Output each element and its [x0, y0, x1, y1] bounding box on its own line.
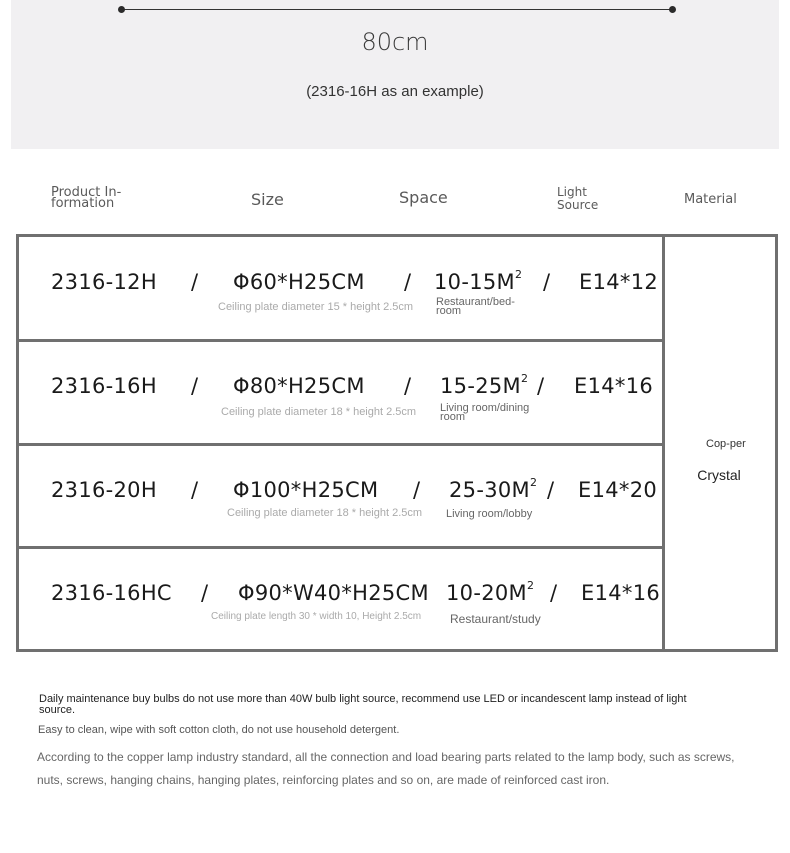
space-note: Living room/dining room — [440, 402, 530, 423]
model-number: 2316-16H — [51, 374, 157, 398]
area-value: $25-30M^2$ — [449, 476, 538, 502]
size-value: Φ60*H25CM — [233, 270, 365, 294]
separator: / — [550, 581, 558, 605]
model-number: 2316-20H — [51, 478, 157, 502]
table-row — [19, 445, 664, 549]
space-note: Living room/lobby — [446, 508, 533, 520]
size-note: Ceiling plate diameter 18 * height 2.5cm — [221, 406, 417, 418]
header-product: Product In-formation — [51, 185, 122, 211]
standard-note: According to the copper lamp industry standard, all the connection and load bearing parts related to the lamp body, such as screws, nuts, screws, hanging chains, hanging plates, reinforcing plates and so on, are made of reinforced cast iron. — [37, 750, 735, 787]
size-note: Ceiling plate diameter 15 * height 2.5cm — [218, 301, 414, 313]
separator: / — [413, 478, 421, 502]
dimension-right-endpoint — [669, 6, 676, 13]
area-value: $10-20M^2$ — [446, 579, 535, 605]
header-material: Material — [684, 192, 737, 207]
separator: / — [537, 374, 545, 398]
separator: / — [404, 374, 412, 398]
table-row — [19, 237, 664, 341]
size-value: Φ90*W40*H25CM — [238, 581, 429, 605]
separator: / — [543, 270, 551, 294]
dimension-line — [121, 9, 673, 10]
separator: / — [191, 374, 199, 398]
table-row — [19, 549, 664, 653]
light-source-value: E14*12 — [579, 270, 659, 294]
separator: / — [191, 478, 199, 502]
material-copper: Cop-per — [706, 438, 746, 450]
space-note: Restaurant/bed-room — [436, 296, 515, 317]
separator: / — [201, 581, 209, 605]
dimension-example-note: (2316-16H as an example) — [306, 83, 484, 100]
separator: / — [404, 270, 412, 294]
dimension-width-label: 80cm — [361, 28, 429, 56]
light-source-value: E14*16 — [574, 374, 654, 398]
size-value: Φ80*H25CM — [233, 374, 365, 398]
size-note: Ceiling plate diameter 18 * height 2.5cm — [227, 507, 423, 519]
size-value: Φ100*H25CM — [233, 478, 379, 502]
space-note: Restaurant/study — [450, 612, 541, 626]
table-row — [19, 341, 664, 445]
separator: / — [547, 478, 555, 502]
header-light-source: Light Source — [557, 185, 599, 212]
light-source-value: E14*20 — [578, 478, 658, 502]
maintenance-note: Daily maintenance buy bulbs do not use more than 40W bulb light source, recommend use LED or incandescent lamp instead of light source. — [39, 693, 687, 716]
model-number: 2316-12H — [51, 270, 157, 294]
area-value: $10-15M^2$ — [434, 268, 523, 294]
header-size: Size — [251, 190, 284, 209]
material-crystal: Crystal — [697, 467, 741, 483]
light-source-value: E14*16 — [581, 581, 661, 605]
size-note: Ceiling plate length 30 * width 10, Height 2.5cm — [211, 611, 422, 622]
cleaning-note: Easy to clean, wipe with soft cotton cloth, do not use household detergent. — [38, 724, 400, 736]
area-value: $15-25M^2$ — [440, 372, 529, 398]
header-space: Space — [399, 188, 448, 207]
dimension-panel — [11, 0, 779, 149]
separator: / — [191, 270, 199, 294]
dimension-left-endpoint — [118, 6, 125, 13]
spec-table — [16, 234, 778, 652]
model-number: 2316-16HC — [51, 581, 172, 605]
